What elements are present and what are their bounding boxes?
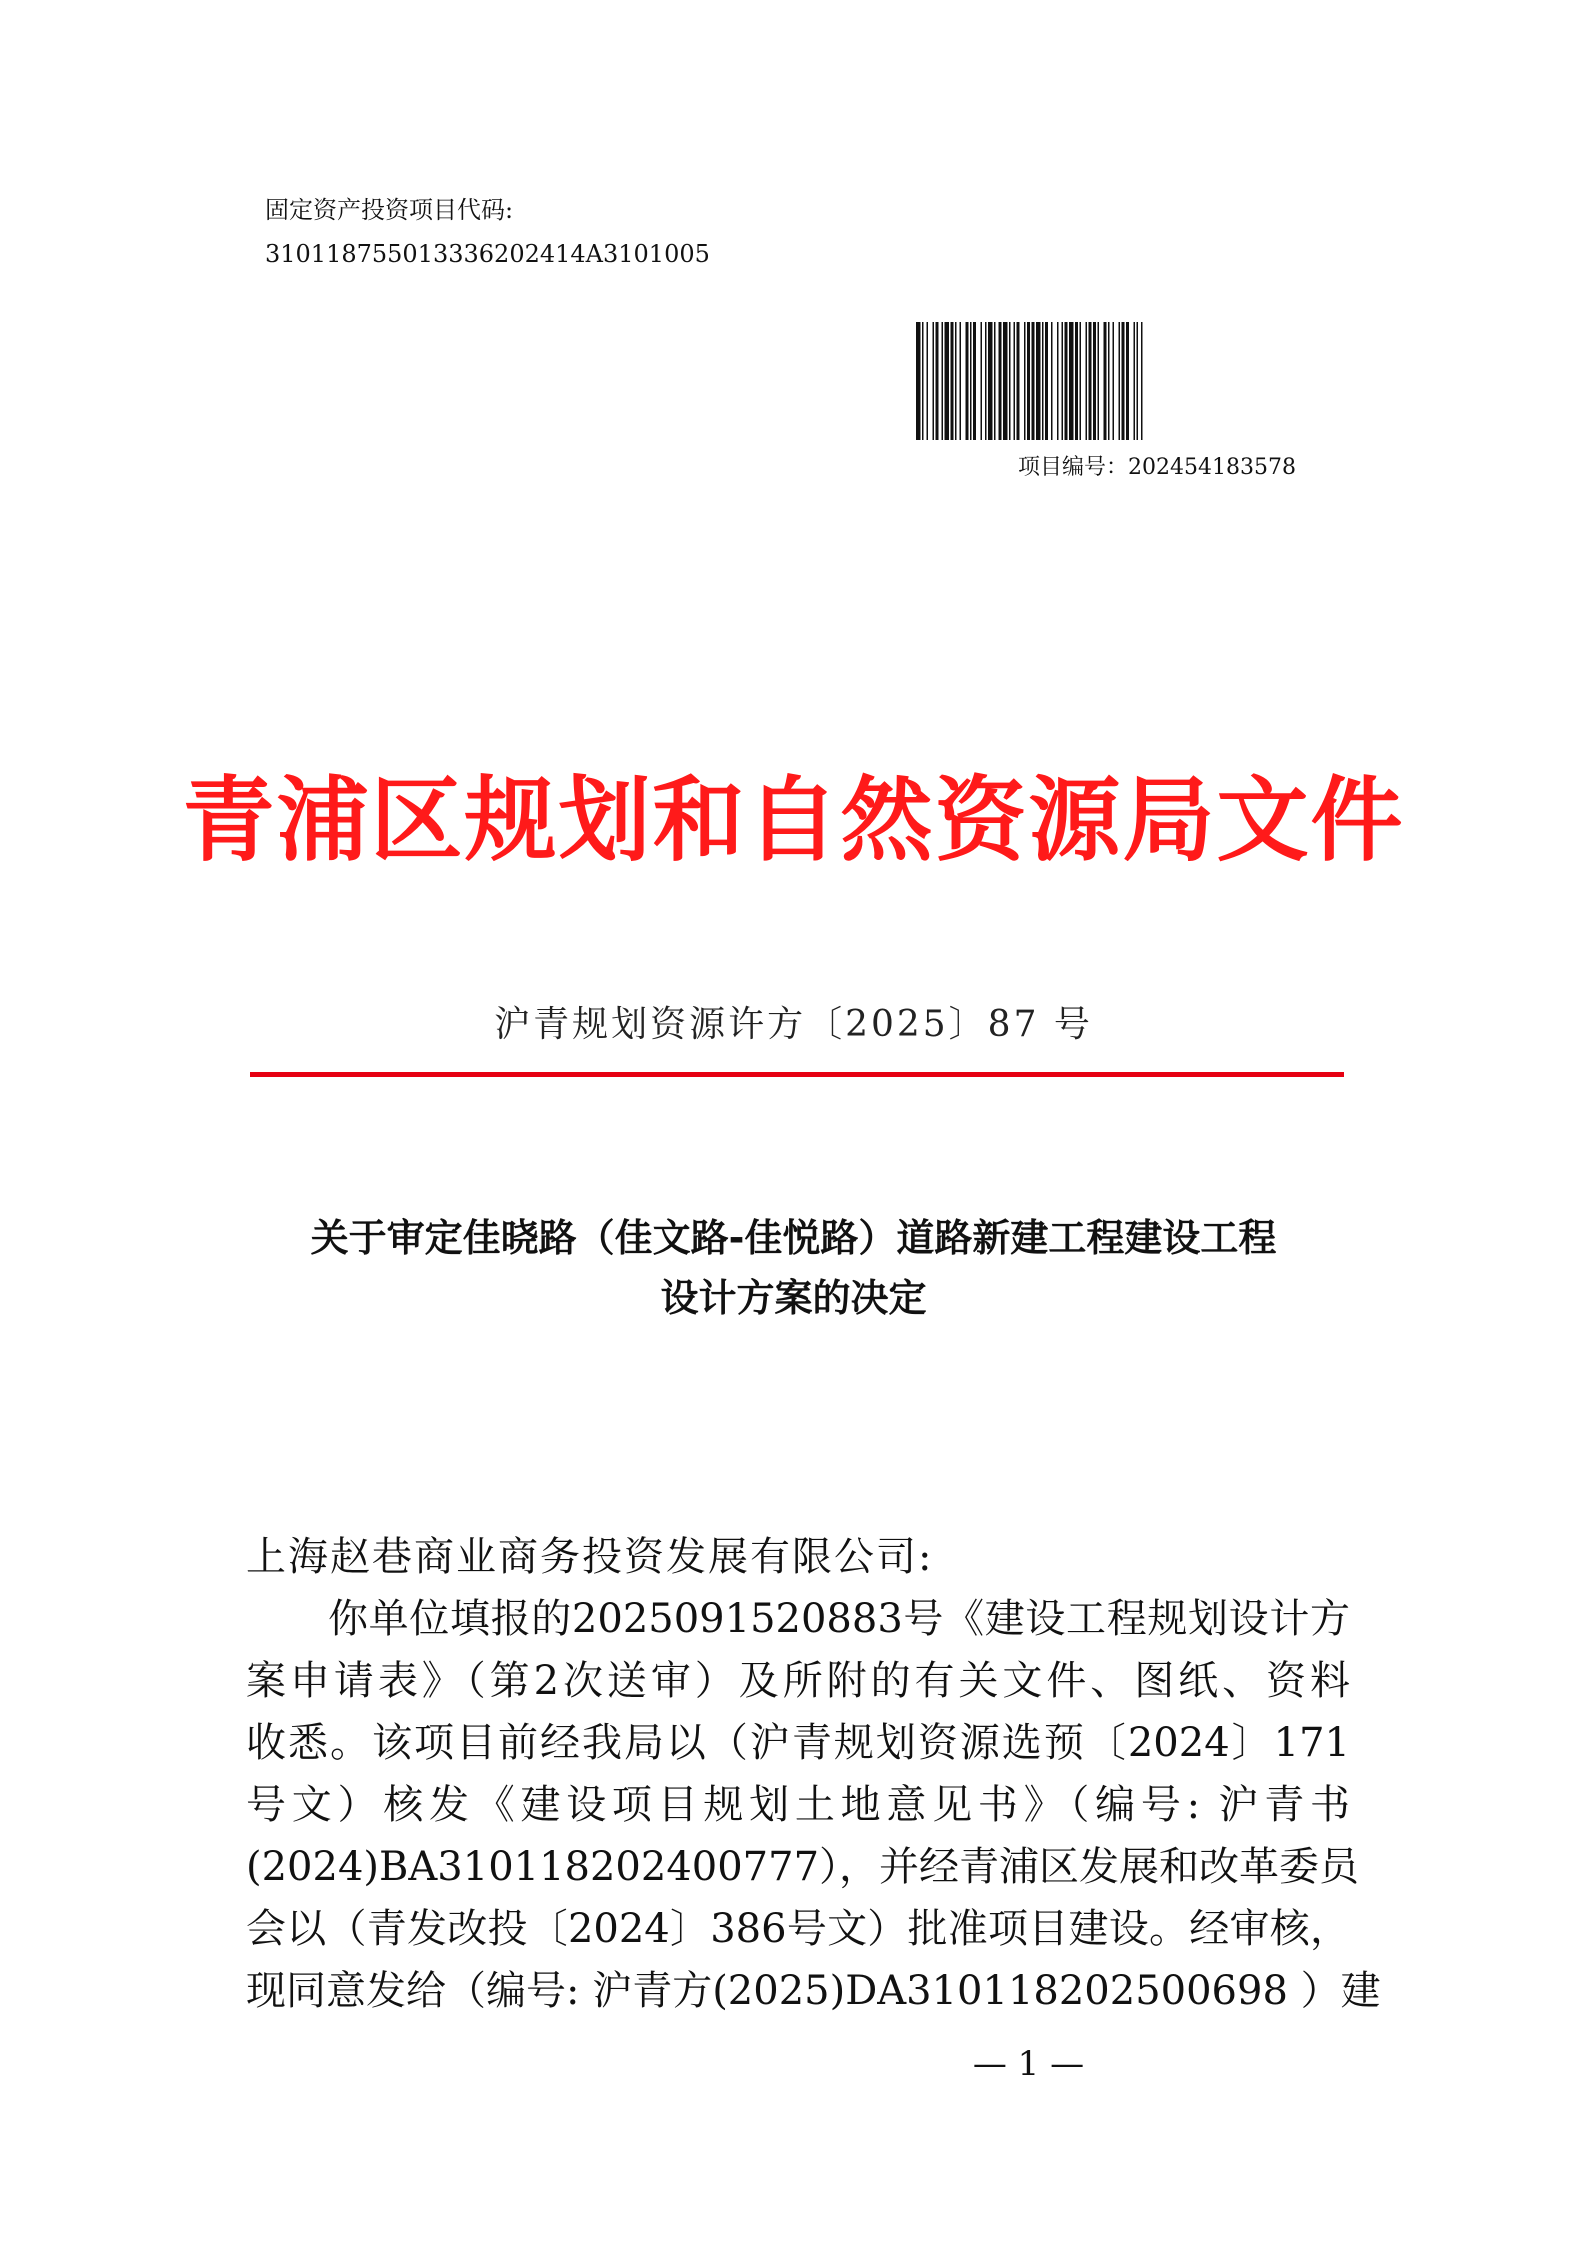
barcode-bar bbox=[1057, 322, 1059, 440]
barcode-bar bbox=[916, 322, 921, 440]
barcode-bar bbox=[1069, 322, 1074, 440]
body-line: 号文）核发《建设项目规划土地意见书》（编号: 沪青书 bbox=[246, 1782, 1350, 1828]
barcode-bar bbox=[1051, 322, 1053, 440]
barcode-bar bbox=[1065, 322, 1068, 440]
barcode-bar bbox=[1014, 322, 1016, 440]
barcode-bar bbox=[994, 322, 996, 440]
document-title-line1: 关于审定佳晓路（佳文路-佳悦路）道路新建工程建设工程 bbox=[310, 1216, 1277, 1260]
barcode-bar bbox=[1062, 322, 1064, 440]
barcode-bar bbox=[1080, 322, 1082, 440]
masthead-title: 青浦区规划和自然资源局文件 bbox=[182, 766, 1405, 874]
barcode-bar bbox=[970, 322, 972, 440]
barcode-bar bbox=[1027, 322, 1030, 440]
barcode-bar bbox=[1024, 322, 1026, 440]
body-text bbox=[246, 1588, 1381, 2022]
document-title-line2: 设计方案的决定 bbox=[660, 1276, 927, 1320]
barcode-icon bbox=[916, 322, 1328, 440]
investment-code-value: 310118755013336202414A3101005 bbox=[265, 240, 710, 268]
barcode-bar bbox=[960, 322, 962, 440]
barcode-bar bbox=[922, 322, 924, 440]
document-title bbox=[0, 1208, 1587, 1328]
barcode-bar bbox=[1093, 322, 1096, 440]
barcode-bar bbox=[1003, 322, 1008, 440]
barcode-bar bbox=[933, 322, 935, 440]
barcode-bar bbox=[985, 322, 987, 440]
barcode-bar bbox=[1119, 322, 1121, 440]
barcode-bar bbox=[966, 322, 969, 440]
barcode-bar bbox=[951, 322, 954, 440]
barcode-bar bbox=[1137, 322, 1139, 440]
investment-code-label: 固定资产投资项目代码: bbox=[265, 196, 514, 224]
barcode-bar bbox=[1042, 322, 1044, 440]
barcode-bar bbox=[1122, 322, 1125, 440]
barcode-bar bbox=[1134, 322, 1136, 440]
barcode-bar bbox=[927, 322, 929, 440]
red-divider bbox=[250, 1072, 1344, 1077]
barcode-bar bbox=[988, 322, 993, 440]
barcode-bar bbox=[999, 322, 1002, 440]
page-number: — 1 — bbox=[972, 2044, 1085, 2084]
barcode-bar bbox=[1009, 322, 1011, 440]
project-number: 项目编号：202454183578 bbox=[1018, 455, 1296, 480]
barcode-bar bbox=[1017, 322, 1020, 440]
barcode-bar bbox=[955, 322, 957, 440]
barcode-bar bbox=[1089, 322, 1092, 440]
barcode-bar bbox=[1036, 322, 1041, 440]
barcode-bar bbox=[945, 322, 950, 440]
investment-code-block bbox=[265, 188, 710, 276]
barcode-bar bbox=[1108, 322, 1110, 440]
barcode-bar bbox=[1113, 322, 1115, 440]
body-line: 会以（青发改投〔2024〕386号文）批准项目建设。经审核， bbox=[246, 1906, 1350, 1952]
body-line: 收悉。该项目前经我局以（沪青规划资源选预〔2024〕171 bbox=[246, 1720, 1350, 1766]
barcode-bar bbox=[1104, 322, 1107, 440]
barcode-bar bbox=[1126, 322, 1129, 440]
barcode-bar bbox=[1045, 322, 1048, 440]
document-number: 沪青规划资源许方〔2025〕87 号 bbox=[494, 1004, 1093, 1045]
barcode-bar bbox=[1075, 322, 1078, 440]
body-line: 你单位填报的2025091520883号《建设工程规划设计方 bbox=[328, 1596, 1350, 1642]
barcode-bar bbox=[1032, 322, 1035, 440]
barcode-bar bbox=[1086, 322, 1088, 440]
barcode-bar bbox=[1141, 322, 1143, 440]
barcode-bar bbox=[936, 322, 939, 440]
body-line: 现同意发给（编号: 沪青方(2025)DA310118202500698 ）建 bbox=[246, 1968, 1381, 2014]
body-line: 案申请表》（第2次送审）及所附的有关文件、图纸、资料 bbox=[246, 1658, 1350, 1704]
barcode-bar bbox=[942, 322, 944, 440]
barcode-bar bbox=[973, 322, 976, 440]
barcode-bar bbox=[981, 322, 983, 440]
addressee: 上海赵巷商业商务投资发展有限公司: bbox=[246, 1534, 934, 1580]
barcode-bar bbox=[1098, 322, 1100, 440]
body-line: (2024)BA310118202400777），并经青浦区发展和改革委员 bbox=[246, 1844, 1360, 1890]
